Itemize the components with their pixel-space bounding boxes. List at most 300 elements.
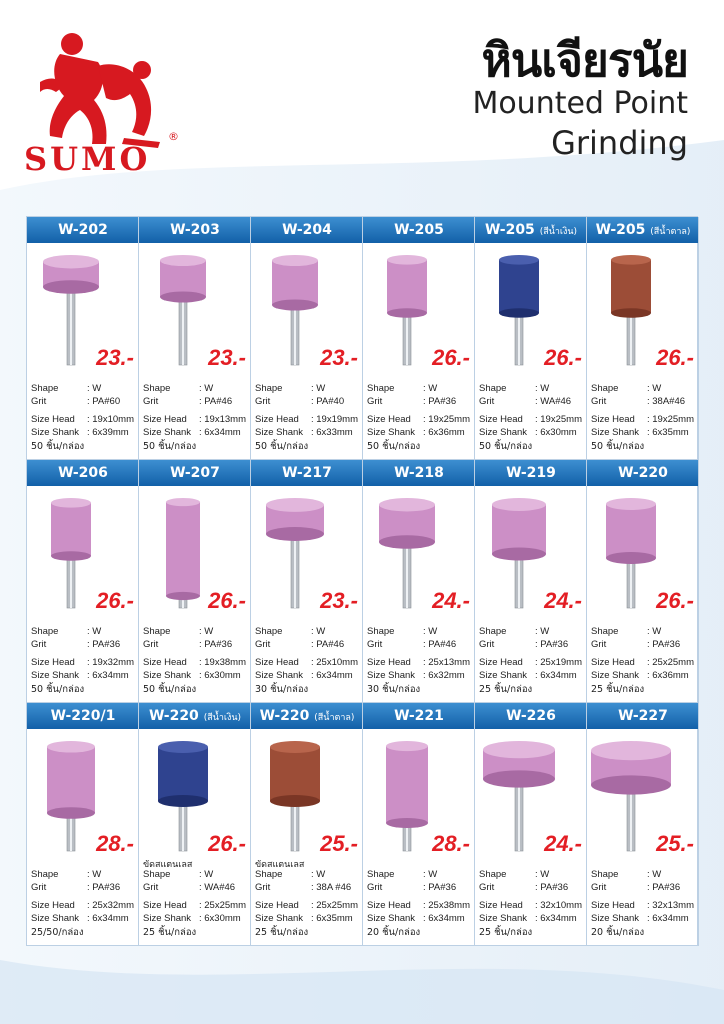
product-price: 26.- bbox=[656, 345, 694, 370]
spec-value: : 25x38mm bbox=[423, 900, 470, 911]
product-specs bbox=[31, 869, 134, 940]
product-code: W-220/1 bbox=[50, 708, 116, 724]
spec-value: : W bbox=[647, 383, 662, 394]
stone-top bbox=[499, 255, 539, 265]
spec-label: Size Head bbox=[479, 900, 523, 911]
spec-grit bbox=[367, 882, 470, 895]
product-price: 24.- bbox=[544, 831, 582, 856]
spec-size-head bbox=[479, 414, 582, 427]
spec-value: : W bbox=[535, 869, 550, 880]
stone-top bbox=[166, 498, 200, 506]
product-color-variant: (สีน้ำเงิน) bbox=[203, 713, 242, 723]
spec-label: Size Shank bbox=[367, 912, 416, 924]
pack-quantity: 20 ชิ้น/กล่อง bbox=[367, 927, 421, 938]
spec-value: : W bbox=[311, 626, 326, 637]
product-specs bbox=[479, 626, 582, 697]
spec-size-head bbox=[143, 657, 246, 670]
spec-label: Size Head bbox=[255, 900, 299, 911]
product-cell bbox=[27, 217, 139, 460]
spec-value: : 25x25mm bbox=[199, 900, 246, 911]
spec-label: Shape bbox=[255, 383, 283, 394]
stone-top bbox=[51, 498, 91, 508]
spec-label: Grit bbox=[255, 638, 271, 650]
spec-size-head bbox=[255, 657, 358, 670]
product-specs bbox=[591, 383, 694, 454]
shank-highlight bbox=[294, 305, 296, 365]
spec-size-head bbox=[31, 900, 134, 913]
spec-label: Size Head bbox=[143, 900, 187, 911]
spec-value: : PA#36 bbox=[647, 881, 681, 893]
product-price: 26.- bbox=[432, 345, 470, 370]
spec-label: Grit bbox=[479, 395, 495, 407]
spec-value: : 6x33mm bbox=[311, 426, 353, 438]
pack-quantity: 30 ชิ้น/กล่อง bbox=[367, 684, 421, 695]
spec-grit bbox=[255, 639, 358, 652]
product-cell bbox=[27, 460, 139, 703]
spec-value: : PA#36 bbox=[535, 881, 569, 893]
product-cell bbox=[27, 703, 139, 946]
product-cell bbox=[475, 460, 587, 703]
product-price: 23.- bbox=[208, 345, 246, 370]
spec-value: : 19x32mm bbox=[87, 657, 134, 668]
stone-top bbox=[591, 741, 671, 760]
spec-label: Size Shank bbox=[143, 426, 192, 438]
spec-grit bbox=[143, 396, 246, 409]
spec-label: Size Head bbox=[591, 900, 635, 911]
product-price: 26.- bbox=[656, 588, 694, 613]
spec-shape bbox=[479, 383, 582, 396]
spec-label: Size Shank bbox=[255, 426, 304, 438]
product-price: 28.- bbox=[96, 831, 134, 856]
spec-value: : 19x38mm bbox=[199, 657, 246, 668]
spec-value: : 6x34mm bbox=[87, 669, 129, 681]
spec-label: Shape bbox=[591, 383, 619, 394]
spec-size-shank bbox=[255, 913, 358, 926]
spec-size-head bbox=[591, 414, 694, 427]
spec-value: : PA#60 bbox=[87, 395, 121, 407]
spec-value: : PA#36 bbox=[199, 638, 233, 650]
product-price: 28.- bbox=[432, 831, 470, 856]
pack-quantity: 50 ชิ้น/กล่อง bbox=[255, 441, 309, 452]
spec-size-shank bbox=[591, 913, 694, 926]
spec-value: : W bbox=[423, 383, 438, 394]
product-note: ขัดสแตนเลส bbox=[255, 860, 305, 870]
spec-shape bbox=[143, 626, 246, 639]
spec-label: Shape bbox=[591, 626, 619, 637]
spec-value: : W bbox=[647, 869, 662, 880]
spec-label: Shape bbox=[367, 869, 395, 880]
stone-bottom bbox=[386, 818, 428, 828]
stone-bottom bbox=[166, 592, 200, 600]
product-price: 23.- bbox=[320, 588, 358, 613]
spec-size-head bbox=[591, 657, 694, 670]
product-cell bbox=[251, 460, 363, 703]
spec-label: Grit bbox=[143, 638, 159, 650]
product-code: W-226 bbox=[506, 708, 556, 724]
spec-label: Size Head bbox=[479, 657, 523, 668]
product-price: 26.- bbox=[208, 831, 246, 856]
pack-quantity: 30 ชิ้น/กล่อง bbox=[255, 684, 309, 695]
stone-bottom bbox=[611, 308, 651, 318]
spec-size-head bbox=[367, 900, 470, 913]
spec-label: Size Shank bbox=[255, 912, 304, 924]
stone-bottom bbox=[387, 308, 427, 318]
spec-value: : W bbox=[423, 869, 438, 880]
product-price: 25.- bbox=[656, 831, 694, 856]
spec-label: Shape bbox=[255, 626, 283, 637]
product-code: W-220 bbox=[618, 465, 668, 481]
spec-label: Size Shank bbox=[255, 669, 304, 681]
product-cell bbox=[251, 217, 363, 460]
spec-label: Size Shank bbox=[143, 912, 192, 924]
spec-value: : 6x30mm bbox=[199, 669, 241, 681]
spec-size-shank bbox=[143, 427, 246, 440]
product-cell bbox=[587, 703, 699, 946]
product-code-header bbox=[475, 460, 587, 486]
spec-label: Shape bbox=[479, 383, 507, 394]
spec-label: Grit bbox=[367, 395, 383, 407]
product-cell bbox=[363, 703, 475, 946]
shank-highlight bbox=[182, 801, 184, 851]
product-code-header bbox=[363, 460, 475, 486]
spec-shape bbox=[143, 869, 246, 882]
spec-grit bbox=[31, 639, 134, 652]
spec-value: : WA#46 bbox=[199, 881, 236, 893]
stone-top bbox=[611, 255, 651, 265]
spec-value: : 19x25mm bbox=[647, 414, 694, 425]
product-price: 25.- bbox=[320, 831, 358, 856]
spec-grit bbox=[31, 882, 134, 895]
stone-top bbox=[606, 498, 656, 510]
pack-quantity: 50 ชิ้น/กล่อง bbox=[367, 441, 421, 452]
product-code-header bbox=[475, 703, 587, 729]
stone-bottom bbox=[606, 552, 656, 564]
spec-label: Grit bbox=[479, 881, 495, 893]
spec-label: Grit bbox=[591, 638, 607, 650]
spec-value: : W bbox=[647, 626, 662, 637]
product-price: 24.- bbox=[544, 588, 582, 613]
spec-value: : 32x13mm bbox=[647, 900, 694, 911]
spec-size-shank bbox=[255, 670, 358, 683]
spec-value: : 6x34mm bbox=[87, 912, 129, 924]
grinding-stone bbox=[158, 747, 208, 801]
stone-top bbox=[492, 498, 546, 511]
pack-quantity: 50 ชิ้น/กล่อง bbox=[31, 684, 85, 695]
spec-label: Grit bbox=[591, 881, 607, 893]
stone-top bbox=[270, 741, 320, 753]
spec-label: Size Shank bbox=[591, 669, 640, 681]
spec-label: Size Shank bbox=[143, 669, 192, 681]
spec-label: Shape bbox=[31, 626, 59, 637]
product-code: W-227 bbox=[618, 708, 668, 724]
product-specs bbox=[143, 626, 246, 697]
spec-value: : PA#36 bbox=[87, 881, 121, 893]
product-specs bbox=[367, 626, 470, 697]
stone-top bbox=[483, 741, 555, 758]
stone-bottom bbox=[51, 551, 91, 561]
spec-value: : 6x34mm bbox=[199, 426, 241, 438]
spec-label: Size Shank bbox=[479, 912, 528, 924]
product-cell bbox=[139, 460, 251, 703]
product-code: W-202 bbox=[58, 222, 108, 238]
spec-label: Size Head bbox=[479, 414, 523, 425]
stone-bottom bbox=[591, 775, 671, 794]
spec-value: : 32x10mm bbox=[535, 900, 582, 911]
grinding-stone bbox=[387, 260, 427, 313]
spec-value: : 6x34mm bbox=[535, 912, 577, 924]
spec-value: : 6x32mm bbox=[423, 669, 465, 681]
page-title-thai: หินเจียรนัย bbox=[481, 33, 688, 87]
stone-bottom bbox=[379, 535, 435, 548]
product-specs bbox=[591, 869, 694, 940]
spec-shape bbox=[479, 626, 582, 639]
shank-highlight bbox=[406, 313, 408, 365]
product-specs bbox=[591, 626, 694, 697]
shank-highlight bbox=[518, 779, 520, 851]
spec-label: Size Head bbox=[31, 900, 75, 911]
spec-shape bbox=[591, 869, 694, 882]
product-cell bbox=[139, 217, 251, 460]
product-code: W-205 bbox=[595, 222, 646, 238]
shank-highlight bbox=[518, 313, 520, 365]
product-specs bbox=[367, 869, 470, 940]
spec-grit bbox=[143, 882, 246, 895]
spec-label: Size Shank bbox=[367, 669, 416, 681]
spec-size-shank bbox=[479, 670, 582, 683]
spec-label: Grit bbox=[31, 881, 47, 893]
spec-value: : W bbox=[199, 869, 214, 880]
spec-label: Size Shank bbox=[31, 912, 80, 924]
page-title-english-line1: Mounted Point bbox=[472, 86, 688, 121]
spec-value: : W bbox=[535, 626, 550, 637]
product-code-header bbox=[139, 460, 251, 486]
stone-bottom bbox=[483, 770, 555, 787]
spec-label: Size Head bbox=[31, 657, 75, 668]
spec-size-head bbox=[591, 900, 694, 913]
product-specs bbox=[255, 869, 358, 940]
product-code-header bbox=[363, 217, 475, 243]
spec-label: Grit bbox=[143, 881, 159, 893]
spec-value: : PA#36 bbox=[87, 638, 121, 650]
pack-quantity: 25 ชิ้น/กล่อง bbox=[591, 684, 645, 695]
product-cell bbox=[139, 703, 251, 946]
stone-bottom bbox=[266, 527, 324, 541]
product-specs bbox=[479, 383, 582, 454]
spec-label: Size Head bbox=[591, 414, 635, 425]
spec-value: : 19x13mm bbox=[199, 414, 246, 425]
product-code-header bbox=[139, 703, 251, 729]
product-code: W-217 bbox=[282, 465, 332, 481]
spec-label: Grit bbox=[479, 638, 495, 650]
shank-highlight bbox=[70, 287, 72, 365]
shank-highlight bbox=[70, 556, 72, 608]
spec-value: : 6x34mm bbox=[423, 912, 465, 924]
spec-value: : PA#36 bbox=[647, 638, 681, 650]
spec-label: Size Head bbox=[143, 414, 187, 425]
spec-label: Grit bbox=[255, 395, 271, 407]
spec-label: Size Shank bbox=[479, 426, 528, 438]
spec-value: : W bbox=[199, 383, 214, 394]
spec-label: Grit bbox=[31, 395, 47, 407]
pack-quantity: 50 ชิ้น/กล่อง bbox=[31, 441, 85, 452]
product-code-header bbox=[587, 460, 699, 486]
spec-value: : 25x13mm bbox=[423, 657, 470, 668]
product-note: ขัดสแตนเลส bbox=[143, 860, 193, 870]
product-code-header bbox=[587, 703, 699, 729]
stone-top bbox=[160, 255, 206, 266]
product-specs bbox=[143, 383, 246, 454]
spec-value: : 19x10mm bbox=[87, 414, 134, 425]
stone-top bbox=[43, 255, 99, 268]
product-price: 24.- bbox=[432, 588, 470, 613]
spec-size-shank bbox=[591, 427, 694, 440]
spec-label: Grit bbox=[367, 638, 383, 650]
spec-label: Size Shank bbox=[31, 426, 80, 438]
spec-size-shank bbox=[479, 427, 582, 440]
spec-label: Shape bbox=[591, 869, 619, 880]
spec-label: Size Head bbox=[255, 414, 299, 425]
stone-bottom bbox=[160, 291, 206, 302]
spec-value: : 25x25mm bbox=[647, 657, 694, 668]
spec-value: : W bbox=[535, 383, 550, 394]
spec-size-shank bbox=[31, 913, 134, 926]
spec-size-head bbox=[143, 414, 246, 427]
spec-value: : PA#46 bbox=[199, 395, 233, 407]
stone-bottom bbox=[43, 280, 99, 293]
pack-quantity: 25 ชิ้น/กล่อง bbox=[479, 684, 533, 695]
spec-value: : 6x30mm bbox=[199, 912, 241, 924]
pack-quantity: 20 ชิ้น/กล่อง bbox=[591, 927, 645, 938]
product-code-header bbox=[363, 703, 475, 729]
product-specs bbox=[479, 869, 582, 940]
stone-bottom bbox=[499, 308, 539, 318]
product-specs bbox=[31, 626, 134, 697]
stone-top bbox=[386, 741, 428, 751]
product-price: 26.- bbox=[208, 588, 246, 613]
spec-label: Size Head bbox=[31, 414, 75, 425]
stone-top bbox=[266, 498, 324, 512]
spec-label: Size Head bbox=[591, 657, 635, 668]
spec-grit bbox=[479, 396, 582, 409]
grinding-stone bbox=[492, 504, 546, 554]
spec-value: : PA#36 bbox=[535, 638, 569, 650]
spec-value: : W bbox=[87, 383, 102, 394]
spec-size-shank bbox=[367, 427, 470, 440]
stone-top bbox=[272, 255, 318, 266]
grinding-stone bbox=[47, 747, 95, 813]
spec-shape bbox=[255, 626, 358, 639]
spec-shape bbox=[479, 869, 582, 882]
spec-grit bbox=[367, 639, 470, 652]
product-code: W-220 bbox=[259, 708, 310, 724]
spec-label: Grit bbox=[591, 395, 607, 407]
spec-label: Shape bbox=[31, 869, 59, 880]
spec-value: : 6x35mm bbox=[311, 912, 353, 924]
shank-highlight bbox=[294, 801, 296, 851]
spec-shape bbox=[255, 869, 358, 882]
spec-value: : 38A#46 bbox=[647, 395, 686, 407]
stone-top bbox=[47, 741, 95, 753]
brand-name: SUMO bbox=[24, 140, 151, 178]
spec-size-shank bbox=[479, 913, 582, 926]
product-code-header bbox=[27, 217, 139, 243]
spec-label: Size Shank bbox=[367, 426, 416, 438]
spec-value: : W bbox=[311, 383, 326, 394]
spec-size-shank bbox=[143, 670, 246, 683]
product-code: W-221 bbox=[394, 708, 444, 724]
grinding-stone bbox=[270, 747, 320, 801]
grinding-stone bbox=[386, 746, 428, 823]
spec-shape bbox=[367, 626, 470, 639]
spec-size-head bbox=[255, 414, 358, 427]
product-code-header bbox=[475, 217, 587, 243]
product-code-header bbox=[27, 460, 139, 486]
spec-value: : 19x19mm bbox=[311, 414, 358, 425]
product-price: 26.- bbox=[96, 588, 134, 613]
spec-shape bbox=[591, 626, 694, 639]
spec-value: : 25x10mm bbox=[311, 657, 358, 668]
spec-value: : 6x36mm bbox=[647, 669, 689, 681]
spec-shape bbox=[367, 383, 470, 396]
product-price: 23.- bbox=[96, 345, 134, 370]
product-code: W-219 bbox=[506, 465, 556, 481]
product-code: W-218 bbox=[394, 465, 444, 481]
spec-label: Size Shank bbox=[31, 669, 80, 681]
product-cell bbox=[475, 703, 587, 946]
spec-size-shank bbox=[31, 670, 134, 683]
spec-shape bbox=[591, 383, 694, 396]
spec-value: : 25x25mm bbox=[311, 900, 358, 911]
product-cell bbox=[363, 217, 475, 460]
pack-quantity: 50 ชิ้น/กล่อง bbox=[479, 441, 533, 452]
stone-bottom bbox=[270, 795, 320, 807]
page-title-english-line2: Grinding bbox=[551, 124, 688, 162]
spec-shape bbox=[367, 869, 470, 882]
stone-top bbox=[379, 498, 435, 511]
product-code-header bbox=[139, 217, 251, 243]
product-price: 23.- bbox=[320, 345, 358, 370]
pack-quantity: 50 ชิ้น/กล่อง bbox=[143, 684, 197, 695]
spec-label: Size Shank bbox=[591, 912, 640, 924]
spec-grit bbox=[591, 882, 694, 895]
spec-value: : 6x34mm bbox=[647, 912, 689, 924]
spec-size-head bbox=[143, 900, 246, 913]
spec-label: Size Head bbox=[367, 414, 411, 425]
product-specs bbox=[31, 383, 134, 454]
product-code: W-206 bbox=[58, 465, 108, 481]
spec-size-head bbox=[479, 900, 582, 913]
spec-size-shank bbox=[255, 427, 358, 440]
spec-label: Size Head bbox=[255, 657, 299, 668]
stone-top bbox=[387, 255, 427, 265]
product-code-header bbox=[251, 217, 363, 243]
spec-label: Shape bbox=[143, 869, 171, 880]
spec-size-head bbox=[479, 657, 582, 670]
shank-highlight bbox=[518, 554, 520, 608]
spec-label: Size Head bbox=[367, 657, 411, 668]
grinding-stone bbox=[51, 503, 91, 556]
grinding-stone bbox=[611, 260, 651, 313]
spec-value: : PA#40 bbox=[311, 395, 345, 407]
product-color-variant: (สีน้ำตาล) bbox=[650, 227, 691, 237]
spec-shape bbox=[31, 869, 134, 882]
spec-value: : PA#46 bbox=[311, 638, 345, 650]
product-price: 26.- bbox=[544, 345, 582, 370]
product-cell bbox=[251, 703, 363, 946]
spec-label: Size Shank bbox=[591, 426, 640, 438]
spec-grit bbox=[591, 639, 694, 652]
spec-label: Shape bbox=[31, 383, 59, 394]
